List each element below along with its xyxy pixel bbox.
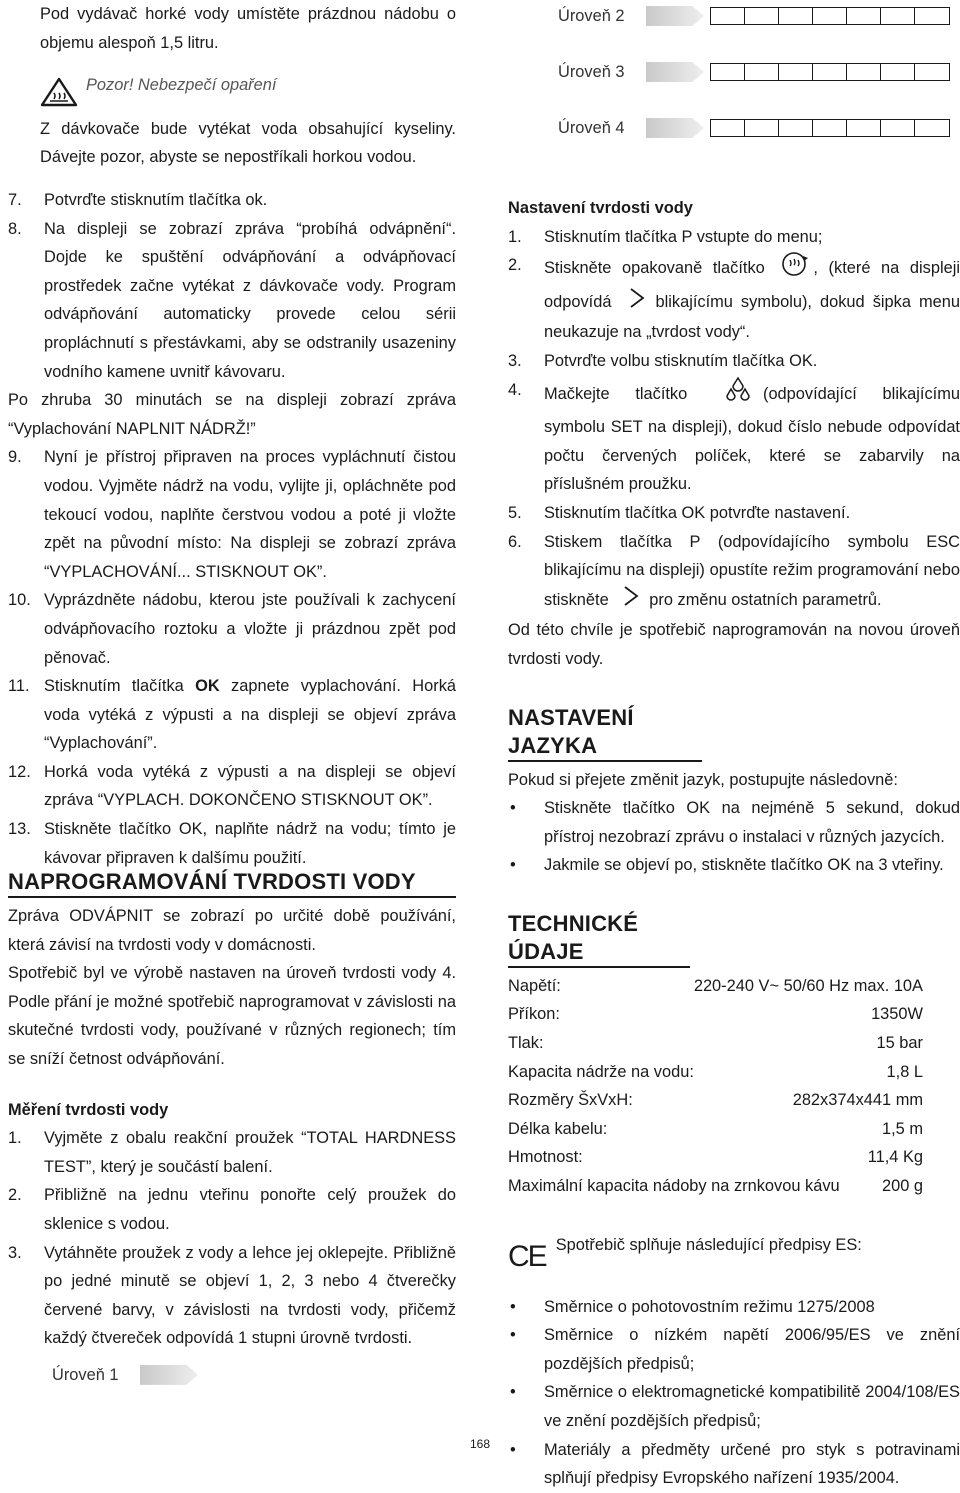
steps-list bbox=[8, 186, 456, 872]
table-row: Příkon: 1350W bbox=[508, 1005, 923, 1024]
table-row: Kapacita nádrže na vodu: 1,8 L bbox=[508, 1062, 923, 1081]
level-4-strip: Úroveň 4 bbox=[558, 114, 950, 142]
list-item: • Směrnice o elektromagnetické kompatibilitě 2004/108/ES ve znění pozdějších předpisů; bbox=[510, 1383, 960, 1430]
list-item: 12. Horká voda vytéká z výpusti a na displeji se objeví zpráva “VYPLACH. DOKONČENO STISKNOUT OK”. bbox=[8, 762, 456, 810]
table-row: Tlak: 15 bar bbox=[508, 1034, 923, 1053]
level-3-strip: Úroveň 3 bbox=[558, 58, 950, 86]
list-item: 2. Stiskněte opakovaně tlačítko , (které na displeji odpovídá blikajícímu symbolu), dokud šipka menu neukazuje na „tvrdost vody“. bbox=[508, 251, 960, 347]
page-number: 168 bbox=[469, 1437, 491, 1451]
table-row: Rozměry ŠxVxH: 282x374x441 mm bbox=[508, 1091, 923, 1110]
paragraph: Spotřebič byl ve výrobě nastaven na úroveň tvrdosti vody 4. Podle přání je možné spotřebič naprogramovat v závislosti na skutečné tvrdosti vody, používané v různých regionech; tím se sníží četnost odvápňování. bbox=[8, 964, 456, 1068]
test-strip bbox=[710, 63, 950, 81]
level-2-strip: Úroveň 2 bbox=[558, 2, 950, 30]
list-item: • Stiskněte tlačítko OK na nejméně 5 sekund, dokud přístroj nezobrazí zprávu o instalaci v různých jazycích. bbox=[510, 799, 960, 846]
table-row: Napětí: 220-240 V~ 50/60 Hz max. 10A bbox=[508, 976, 923, 995]
list-item: • Materiály a předměty určené pro styk s potravinami splňují předpisy Evropského nařízení 1935/2004. bbox=[510, 1440, 960, 1488]
level-label: Úroveň 1 bbox=[52, 1365, 119, 1384]
table-row: Maximální kapacita nádoby na zrnkovou kávu 200 g bbox=[508, 1177, 923, 1196]
level-strips bbox=[558, 2, 950, 142]
ce-text: Spotřebič splňuje následující předpisy ES: bbox=[555, 1235, 862, 1254]
list-item: 13. Stiskněte tlačítko OK, naplňte nádrž na vodu; tímto je kávovar připraven k dalšímu použití. bbox=[8, 820, 456, 867]
list-item: • Směrnice o pohotovostním režimu 1275/2008 bbox=[510, 1297, 875, 1316]
cycle-water-icon bbox=[777, 251, 811, 287]
table-row: Délka kabelu: 1,5 m bbox=[508, 1119, 923, 1138]
test-strip bbox=[710, 119, 950, 137]
list-item: 10. Vyprázdněte nádobu, kterou jste používali k zachycení odvápňovacího roztoku a vložte ji prázdnou zpět pod pěnovač. bbox=[8, 591, 456, 667]
paragraph: Pokud si přejete změnit jazyk, postupujte následovně: bbox=[508, 770, 898, 789]
list-item: 8. Na displeji se zobrazí zpráva “probíhá odvápnění“. Dojde ke spuštění odvápňování a odvápňovací prostředek začne vytékat z dávkovače vody. Program odvápňování automaticky provede celou sérii propláchnutí s přestávkami, aby se odstranily usazeniny vodního kamene uvnitř kávovaru. bbox=[8, 219, 456, 381]
table-row: Hmotnost: 11,4 Kg bbox=[508, 1148, 923, 1167]
ce-block bbox=[508, 1231, 960, 1275]
paragraph: Zpráva ODVÁPNIT se zobrazí po určité době používání, která závisí na tvrdosti vody v domácnosti. bbox=[8, 907, 456, 954]
hot-surface-warning-icon bbox=[40, 77, 78, 117]
warning-text: Z dávkovače bude vytékat voda obsahující kyseliny. Dávejte pozor, abyste se nepostříkali horkou vodou. bbox=[40, 119, 456, 167]
list-item: Po zhruba 30 minutách se na displeji zobrazí zpráva “Vyplachování NAPLNIT NÁDRŽ!” bbox=[8, 391, 456, 438]
test-strip bbox=[710, 7, 950, 25]
intro-text: Pod vydávač horké vody umístěte prázdnou nádobu o objemu alespoň 1,5 litru. bbox=[40, 5, 456, 52]
ce-mark-logo: CE bbox=[508, 1239, 546, 1273]
paragraph: Od této chvíle je spotřebič naprogramován na novou úroveň tvrdosti vody. bbox=[508, 621, 960, 668]
warning-block bbox=[40, 71, 456, 117]
list-item: • Jakmile se objeví po, stiskněte tlačítko OK na 3 vteřiny. bbox=[510, 856, 944, 875]
list-item: 11. Stisknutím tlačítka OK zapnete vyplachování. Horká voda vytéká z výpusti a na displeji se objeví zpráva “Vyplachování”. bbox=[8, 677, 457, 753]
subsection-title-setting: Nastavení tvrdosti vody bbox=[508, 199, 693, 217]
water-drops-icon bbox=[723, 376, 753, 414]
list-item: 3. Potvrďte volbu stisknutím tlačítka OK. bbox=[508, 351, 818, 370]
list-item: • Směrnice o nízkém napětí 2006/95/ES ve znění pozdějších předpisů; bbox=[510, 1326, 960, 1373]
chevron-right-icon bbox=[623, 585, 639, 617]
section-title-language: NASTAVENÍ JAZYKA bbox=[508, 704, 702, 762]
section-title-water-hardness: NAPROGRAMOVÁNÍ TVRDOSTI VODY bbox=[8, 868, 456, 898]
list-item: 6. Stiskem tlačítka P (odpovídajícího symbolu ESC blikajícímu na displeji) opustíte režim programování nebo stiskněte pro změnu ostatních parametrů. bbox=[508, 528, 960, 617]
list-item: 3. Vytáhněte proužek z vody a lehce jej oklepejte. Přibližně po jedné minutě se objeví 1, 2, 3 nebo 4 čtverečky červené barvy, v závislosti na tvrdosti vody, přičemž každý čtvereček odpovídá 1 stupni úrovně tvrdosti. bbox=[8, 1243, 456, 1348]
list-item: 5. Stisknutím tlačítka OK potvrďte nastavení. bbox=[508, 503, 851, 522]
chevron-right-icon bbox=[629, 287, 645, 319]
subsection-title-measurement: Měření tvrdosti vody bbox=[8, 1100, 169, 1119]
list-item: 1. Stisknutím tlačítka P vstupte do menu; bbox=[508, 227, 823, 246]
warning-title: Pozor! Nebezpečí opaření bbox=[86, 76, 277, 95]
list-item: 4. Mačkejte tlačítko (odpovídající blikajícímu symbolu SET na displeji), dokud číslo nebude odpovídat počtu červených políček, které se zabarvily na příslušném proužku. bbox=[508, 376, 960, 499]
list-item: 7. Potvrďte stisknutím tlačítka ok. bbox=[8, 191, 268, 209]
level-1-strip bbox=[52, 1361, 456, 1389]
list-item: 9. Nyní je přístroj připraven na proces vypláchnutí čistou vodou. Vyjměte nádrž na vodu, vylijte ji, opláchněte pod tekoucí vodou, naplňte čerstvou vodou a poté ji vložte zpět na původní místo: Na displeji se zobrazí zpráva “VYPLACHOVÁNÍ... STISKNOUT OK”. bbox=[8, 448, 456, 581]
arrow-graphic bbox=[140, 1365, 198, 1385]
list-item: 1. Vyjměte z obalu reakční proužek “TOTAL HARDNESS TEST”, který je součástí balení. bbox=[8, 1129, 456, 1176]
section-title-tech: TECHNICKÉ ÚDAJE bbox=[508, 910, 690, 968]
tech-specs-table bbox=[508, 972, 923, 1201]
list-item: 2. Přibližně na jednu vteřinu ponořte celý proužek do sklenice s vodou. bbox=[8, 1186, 456, 1233]
